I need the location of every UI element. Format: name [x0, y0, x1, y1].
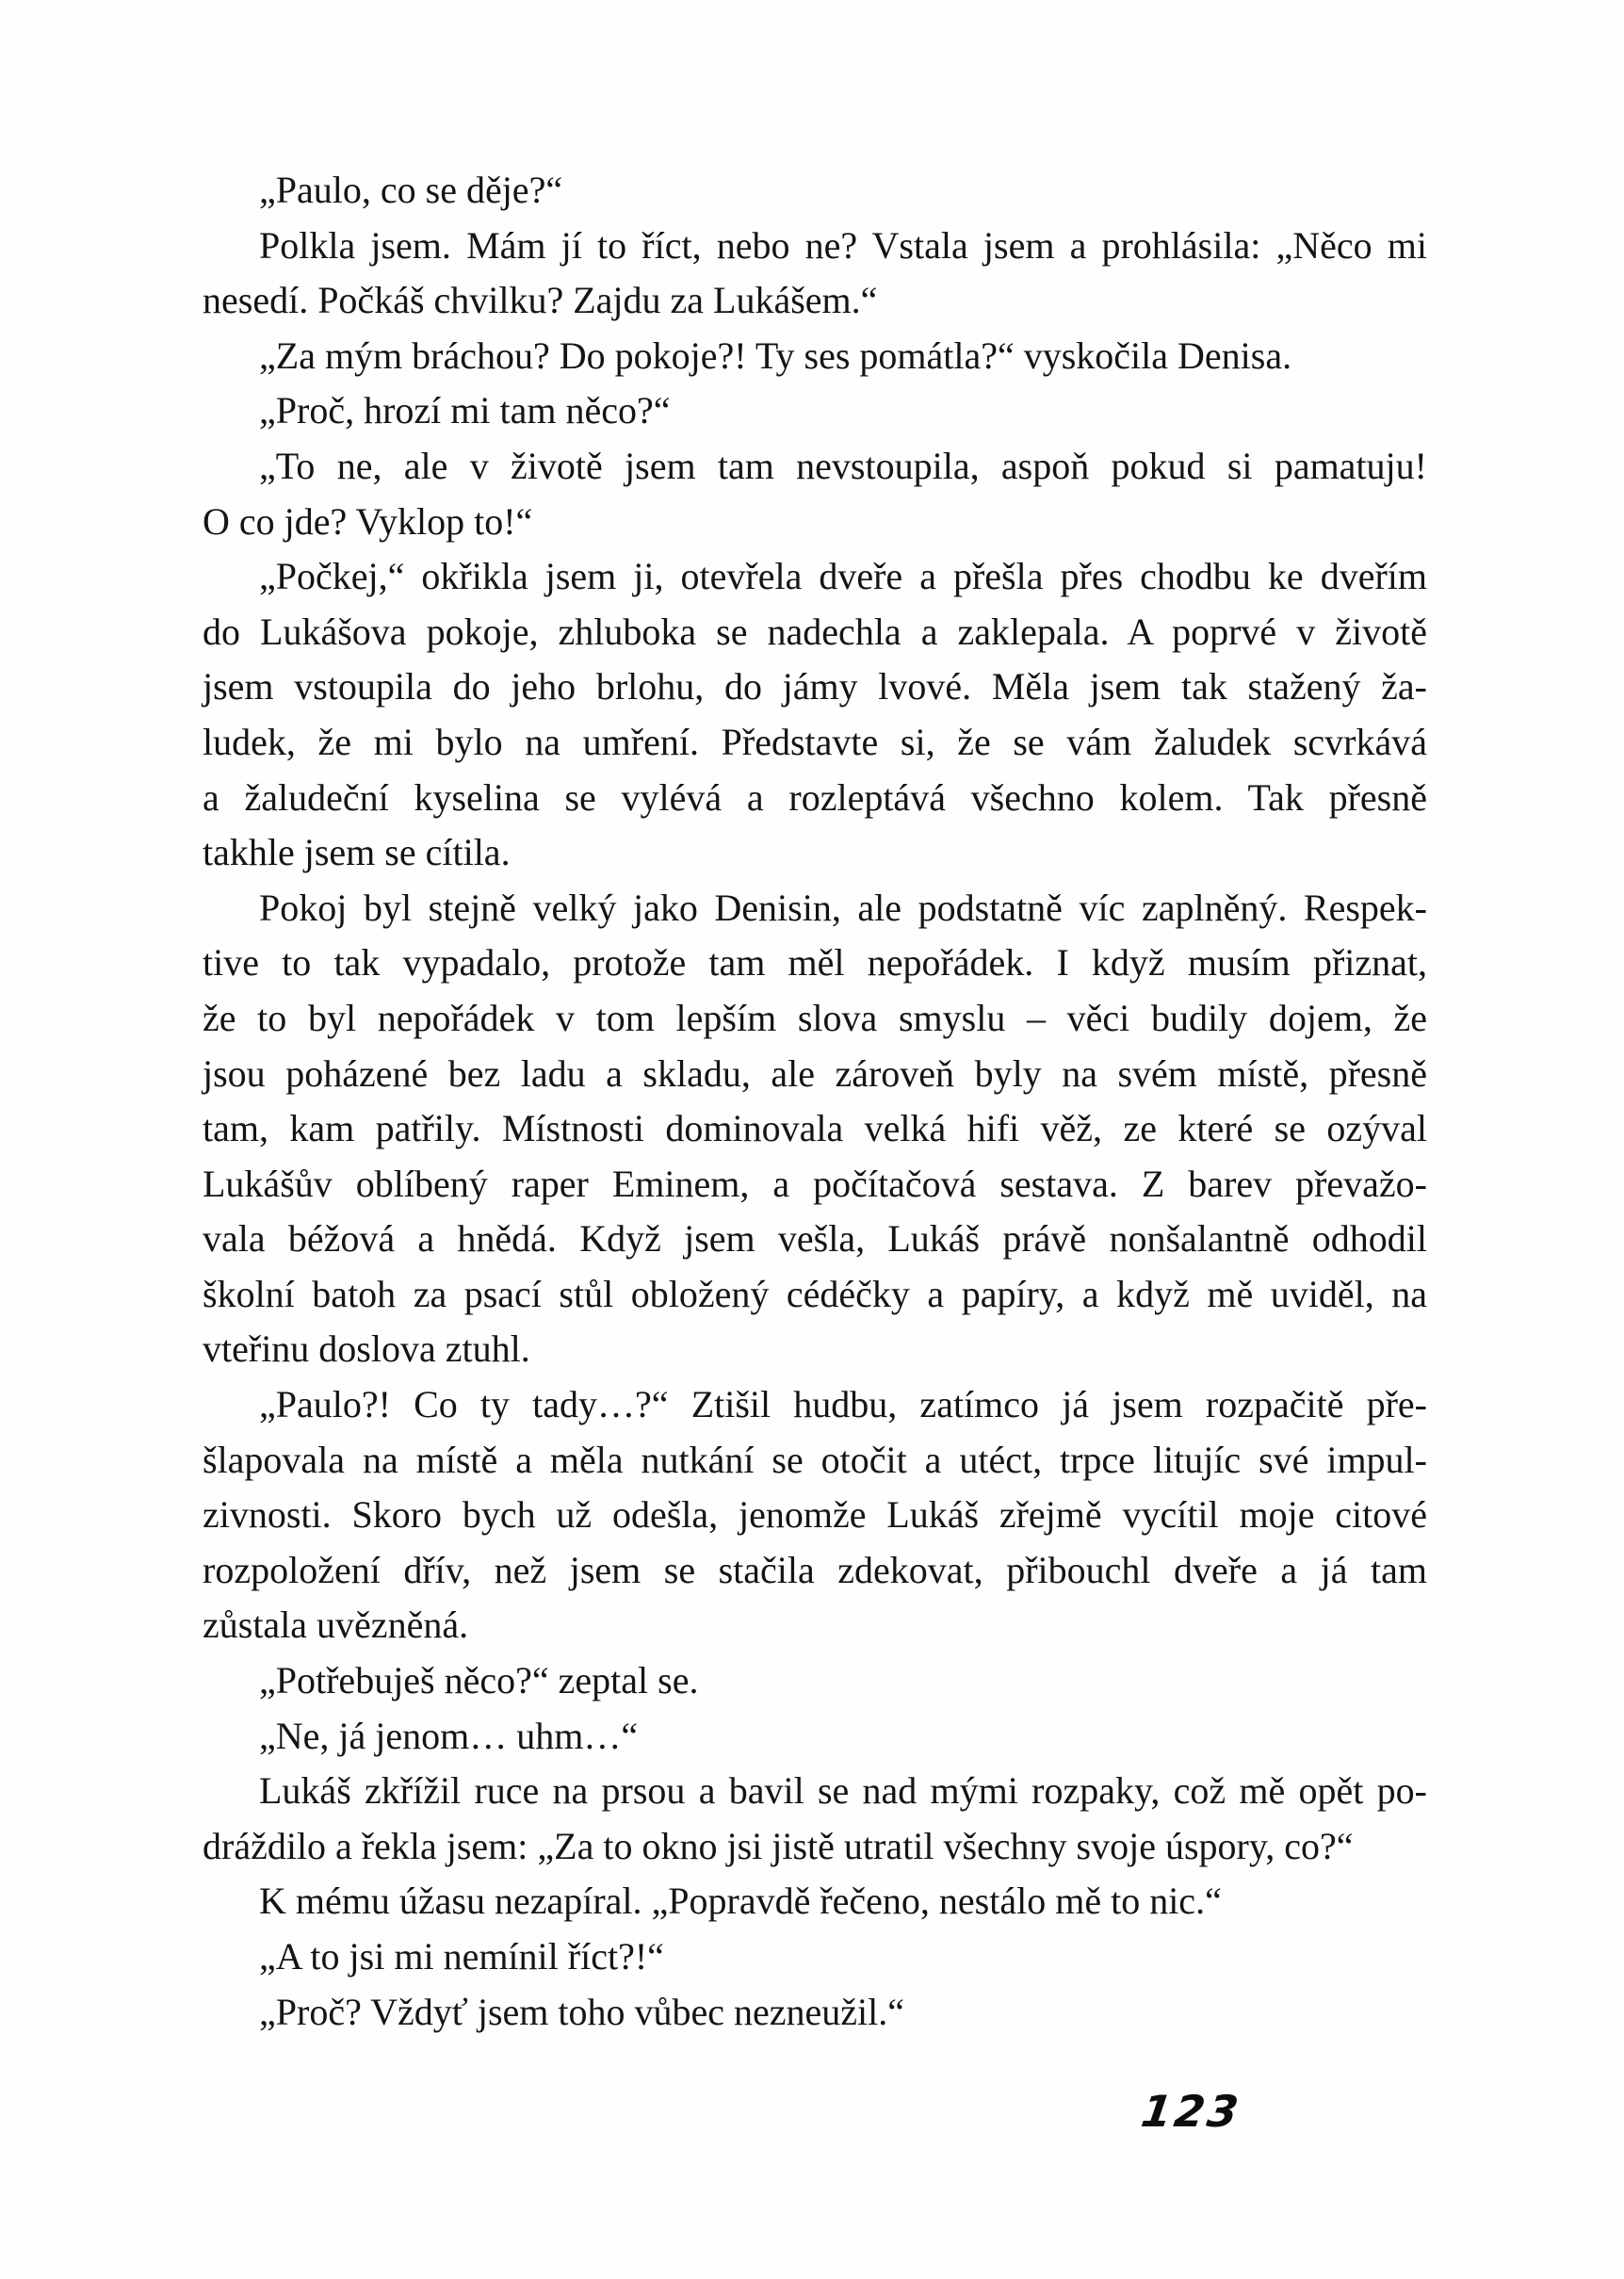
text-line: že to byl nepořádek v tom lepším slova smyslu – věci budily dojem, že: [203, 996, 1427, 1039]
paragraph: [203, 881, 1427, 1377]
text-line: „Ne, já jenom… uhm…“: [259, 1714, 639, 1757]
text-line: ludek, že mi bylo na umření. Představte si, že se vám žaludek scvrkává: [203, 720, 1427, 763]
text-line: šlapovala na místě a měla nutkání se otočit a utéct, trpce litujíc své impul-: [203, 1438, 1427, 1481]
text-line: O co jde? Vyklop to!“: [203, 499, 533, 543]
text-line: „A to jsi mi nemínil říct?!“: [259, 1935, 664, 1978]
text-line: zůstala uvězněná.: [203, 1603, 469, 1647]
paragraph: [203, 329, 1427, 384]
text-line: vteřinu doslova ztuhl.: [203, 1327, 530, 1371]
text-line: K mému úžasu nezapíral. „Popravdě řečeno, nestálo mě to nic.“: [259, 1880, 1222, 1923]
paragraph: [203, 1709, 1427, 1765]
text-line: tam, kam patřily. Místnosti dominovala velká hifi věž, ze které se ozýval: [203, 1107, 1427, 1150]
paragraph: [203, 549, 1427, 881]
text-line: Polkla jsem. Mám jí to říct, nebo ne? Vstala jsem a prohlásila: „Něco mi: [259, 223, 1427, 267]
text-line: vala béžová a hnědá. Když jsem vešla, Lukáš právě nonšalantně odhodil: [203, 1217, 1427, 1261]
paragraph: [203, 1653, 1427, 1709]
text-line: a žaludeční kyselina se vylévá a rozleptává všechno kolem. Tak přesně: [203, 775, 1427, 819]
text-line: zivnosti. Skoro bych už odešla, jenomže Lukáš zřejmě vycítil moje citové: [203, 1493, 1427, 1537]
paragraph: [203, 1764, 1427, 1874]
text-line: „Paulo, co se děje?“: [259, 169, 563, 211]
body-text: [203, 163, 1427, 2040]
text-line: „Paulo?! Co ty tady…?“ Ztišil hudbu, zatímco já jsem rozpačitě pře-: [259, 1383, 1427, 1426]
text-line: nesedí. Počkáš chvilku? Zajdu za Lukášem.“: [203, 279, 878, 322]
page-number: 123: [1138, 2086, 1244, 2137]
text-line: „To ne, ale v životě jsem tam nevstoupila, aspoň pokud si pamatuju!: [259, 444, 1427, 487]
text-line: jsem vstoupila do jeho brlohu, do jámy lvové. Měla jsem tak stažený ža-: [203, 665, 1427, 708]
paragraph: [203, 1377, 1427, 1653]
paragraph: [203, 383, 1427, 439]
text-line: „Počkej,“ okřikla jsem ji, otevřela dveře a přešla přes chodbu ke dveřím: [259, 555, 1427, 598]
text-line: takhle jsem se cítila.: [203, 831, 511, 874]
text-line: „Za mým bráchou? Do pokoje?! Ty ses pomátla?“ vyskočila Denisa.: [259, 334, 1292, 377]
paragraph: [203, 1929, 1427, 1985]
paragraph: [203, 219, 1427, 329]
paragraph: [203, 163, 1427, 219]
paragraph: [203, 439, 1427, 549]
text-line: jsou poházené bez ladu a skladu, ale zároveň byly na svém místě, přesně: [203, 1051, 1427, 1095]
text-line: Pokoj byl stejně velký jako Denisin, ale podstatně víc zaplněný. Respek-: [259, 886, 1427, 929]
text-line: „Potřebuješ něco?“ zeptal se.: [259, 1659, 699, 1702]
text-line: „Proč? Vždyť jsem toho vůbec nezneužil.“: [259, 1990, 904, 2033]
paragraph: [203, 1985, 1427, 2041]
text-line: školní batoh za psací stůl obložený cédéčky a papíry, a když mě uviděl, na: [203, 1272, 1427, 1315]
text-line: dráždilo a řekla jsem: „Za to okno jsi jistě utratil všechny svoje úspory, co?“: [203, 1824, 1354, 1867]
text-line: do Lukášova pokoje, zhluboka se nadechla a zaklepala. A poprvé v životě: [203, 610, 1427, 653]
text-line: „Proč, hrozí mi tam něco?“: [259, 389, 671, 432]
text-line: rozpoložení dřív, než jsem se stačila zdekovat, přibouchl dveře a já tam: [203, 1548, 1427, 1591]
paragraph: [203, 1874, 1427, 1929]
text-line: Lukášův oblíbený raper Eminem, a počítačová sestava. Z barev převažo-: [203, 1162, 1427, 1205]
text-line: tive to tak vypadalo, protože tam měl nepořádek. I když musím přiznat,: [203, 941, 1427, 985]
text-line: Lukáš zkřížil ruce na prsou a bavil se nad mými rozpaky, což mě opět po-: [259, 1769, 1427, 1813]
